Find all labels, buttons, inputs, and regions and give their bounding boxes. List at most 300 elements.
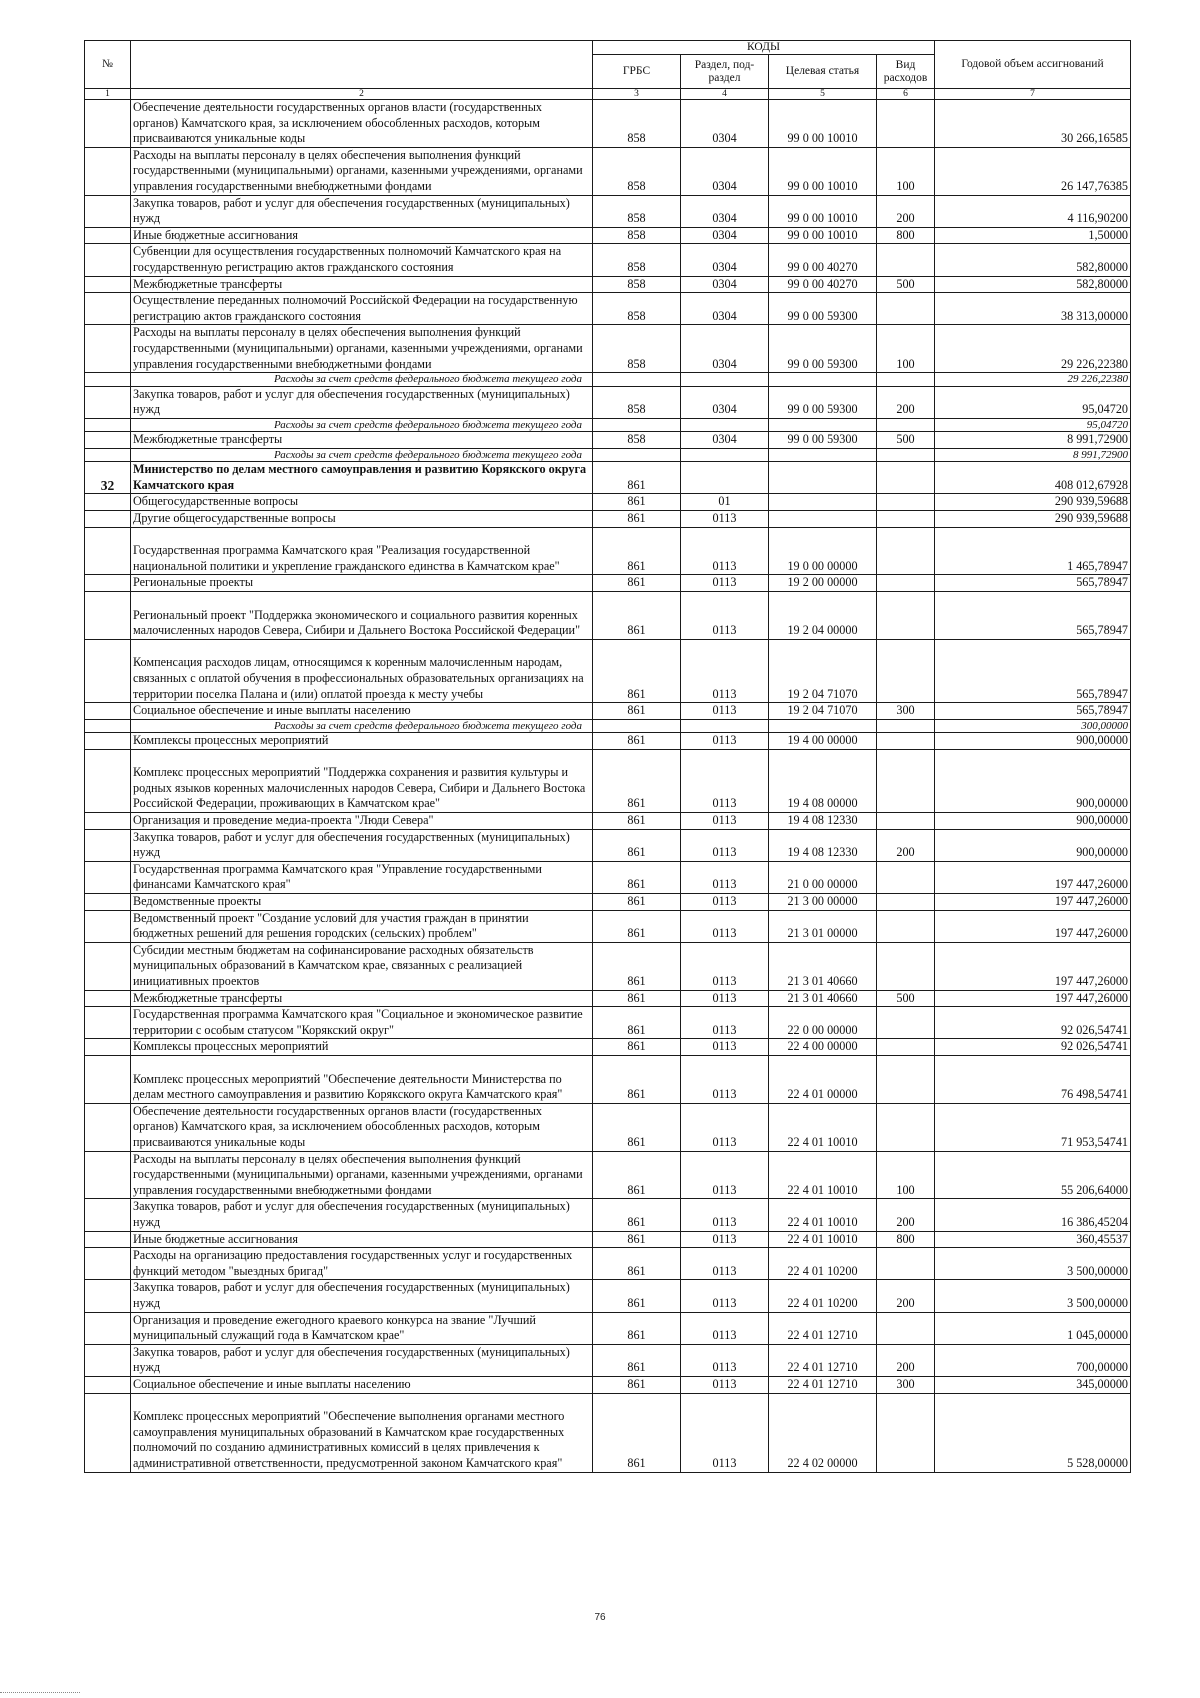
table-row	[85, 639, 1131, 702]
budget-table	[84, 40, 1131, 1473]
row-expense-type: 200	[877, 195, 935, 227]
table-row	[85, 1199, 1131, 1231]
row-grbs: 861	[593, 1151, 681, 1199]
row-section: 0113	[681, 1376, 769, 1393]
table-row	[85, 813, 1131, 830]
row-grbs: 858	[593, 227, 681, 244]
row-target-article: 21 3 01 40660	[769, 990, 877, 1007]
row-expense-type	[877, 100, 935, 148]
row-expense-type	[877, 1103, 935, 1151]
row-grbs: 861	[593, 1199, 681, 1231]
row-name: Социальное обеспечение и иные выплаты населению	[131, 703, 593, 720]
row-name: Социальное обеспечение и иные выплаты населению	[131, 1376, 593, 1393]
row-number	[85, 195, 131, 227]
row-grbs: 861	[593, 861, 681, 893]
row-section	[681, 418, 769, 431]
table-row	[85, 325, 1131, 373]
budget-sheet	[84, 40, 1130, 1473]
row-annual-volume: 565,78947	[935, 575, 1131, 592]
column-numbers-row	[85, 89, 1131, 100]
row-section: 0113	[681, 749, 769, 812]
row-annual-volume: 4 116,90200	[935, 195, 1131, 227]
row-grbs: 861	[593, 1056, 681, 1104]
row-name: Комплексы процессных мероприятий	[131, 733, 593, 750]
row-name: Обеспечение деятельности государственных органов власти (государственных органов) Камчатского края, за исключением обособленных расходов, которым присваиваются уникальные коды	[131, 1103, 593, 1151]
row-section: 0113	[681, 1007, 769, 1039]
federal-subtotal-row	[85, 373, 1131, 386]
row-name: Ведомственные проекты	[131, 894, 593, 911]
table-row	[85, 910, 1131, 942]
row-grbs: 861	[593, 591, 681, 639]
row-number	[85, 1393, 131, 1472]
row-target-article: 19 2 04 71070	[769, 703, 877, 720]
row-annual-volume: 8 991,72900	[935, 448, 1131, 461]
row-target-article	[769, 418, 877, 431]
row-number: 32	[85, 462, 131, 494]
row-name: Государственная программа Камчатского края "Управление государственными финансами Камчатского края"	[131, 861, 593, 893]
row-section: 0113	[681, 1312, 769, 1344]
row-expense-type	[877, 575, 935, 592]
column-number: 4	[681, 89, 769, 100]
header-codes: КОДЫ	[593, 41, 935, 55]
table-row	[85, 386, 1131, 418]
row-expense-type: 100	[877, 147, 935, 195]
table-row	[85, 1344, 1131, 1376]
row-target-article: 99 0 00 40270	[769, 276, 877, 293]
row-name: Закупка товаров, работ и услуг для обеспечения государственных (муниципальных) нужд	[131, 386, 593, 418]
row-name: Региональный проект "Поддержка экономического и социального развития коренных малочисленных народов Севера, Сибири и Дальнего Востока Российской Федерации"	[131, 591, 593, 639]
table-row	[85, 1376, 1131, 1393]
table-row	[85, 147, 1131, 195]
row-annual-volume: 3 500,00000	[935, 1248, 1131, 1280]
row-section: 0113	[681, 639, 769, 702]
table-row	[85, 1280, 1131, 1312]
column-number: 3	[593, 89, 681, 100]
row-name: Общегосударственные вопросы	[131, 494, 593, 511]
table-row	[85, 1393, 1131, 1472]
row-section: 0113	[681, 910, 769, 942]
row-section: 0113	[681, 813, 769, 830]
row-section: 0113	[681, 703, 769, 720]
row-expense-type	[877, 749, 935, 812]
row-target-article	[769, 510, 877, 527]
row-annual-volume: 8 991,72900	[935, 432, 1131, 449]
row-annual-volume: 197 447,26000	[935, 942, 1131, 990]
row-target-article	[769, 494, 877, 511]
row-expense-type: 200	[877, 386, 935, 418]
table-row	[85, 527, 1131, 575]
row-number	[85, 386, 131, 418]
table-row	[85, 1248, 1131, 1280]
row-name: Расходы за счет средств федерального бюджета текущего года	[131, 719, 593, 732]
scan-edge-mark	[0, 1692, 80, 1694]
row-annual-volume: 345,00000	[935, 1376, 1131, 1393]
row-grbs: 861	[593, 639, 681, 702]
row-section: 0113	[681, 1103, 769, 1151]
row-expense-type: 300	[877, 1376, 935, 1393]
table-row	[85, 1103, 1131, 1151]
row-number	[85, 1344, 131, 1376]
row-expense-type	[877, 1312, 935, 1344]
row-expense-type	[877, 894, 935, 911]
row-target-article: 22 4 00 00000	[769, 1039, 877, 1056]
row-number	[85, 276, 131, 293]
column-number: 7	[935, 89, 1131, 100]
table-row	[85, 227, 1131, 244]
row-section: 0304	[681, 244, 769, 276]
row-target-article: 22 4 01 10010	[769, 1199, 877, 1231]
table-row	[85, 100, 1131, 148]
row-expense-type	[877, 733, 935, 750]
header-target-article: Целевая статья	[769, 55, 877, 89]
row-target-article: 22 4 01 10200	[769, 1280, 877, 1312]
row-grbs: 858	[593, 195, 681, 227]
row-grbs: 861	[593, 1312, 681, 1344]
row-expense-type	[877, 1039, 935, 1056]
row-target-article: 22 4 01 10010	[769, 1231, 877, 1248]
row-name: Межбюджетные трансферты	[131, 432, 593, 449]
row-expense-type: 500	[877, 990, 935, 1007]
row-name: Ведомственный проект "Создание условий для участия граждан в принятии бюджетных решений для решения городских (сельских) проблем"	[131, 910, 593, 942]
row-grbs: 861	[593, 894, 681, 911]
row-expense-type: 100	[877, 1151, 935, 1199]
row-target-article: 22 0 00 00000	[769, 1007, 877, 1039]
row-annual-volume: 900,00000	[935, 733, 1131, 750]
row-expense-type: 800	[877, 227, 935, 244]
row-target-article	[769, 719, 877, 732]
row-name: Расходы на выплаты персоналу в целях обеспечения выполнения функций государственными (муниципальными) органами, казенными учреждениями, органами управления государственными внебюджетными фондами	[131, 147, 593, 195]
table-row	[85, 591, 1131, 639]
row-target-article: 22 4 01 10010	[769, 1103, 877, 1151]
row-name: Иные бюджетные ассигнования	[131, 1231, 593, 1248]
row-grbs: 861	[593, 1248, 681, 1280]
row-section: 0113	[681, 1039, 769, 1056]
row-annual-volume: 95,04720	[935, 418, 1131, 431]
row-grbs: 858	[593, 276, 681, 293]
row-grbs: 861	[593, 1103, 681, 1151]
header-annual-volume: Годовой объем ассигнований	[935, 41, 1131, 89]
row-name: Государственная программа Камчатского края "Реализация государственной национальной политики и укрепление гражданского единства в Камчатском крае"	[131, 527, 593, 575]
row-name: Расходы за счет средств федерального бюджета текущего года	[131, 418, 593, 431]
row-annual-volume: 95,04720	[935, 386, 1131, 418]
row-number	[85, 733, 131, 750]
row-grbs: 861	[593, 510, 681, 527]
table-row	[85, 510, 1131, 527]
row-annual-volume: 290 939,59688	[935, 494, 1131, 511]
row-target-article: 19 2 00 00000	[769, 575, 877, 592]
row-expense-type: 200	[877, 1344, 935, 1376]
row-number	[85, 147, 131, 195]
row-annual-volume: 197 447,26000	[935, 894, 1131, 911]
row-section: 0113	[681, 575, 769, 592]
table-row	[85, 1007, 1131, 1039]
header-expense-type: Вид расходов	[877, 55, 935, 89]
row-target-article: 19 4 08 12330	[769, 813, 877, 830]
table-row	[85, 1312, 1131, 1344]
row-section: 0113	[681, 1056, 769, 1104]
row-section: 0304	[681, 386, 769, 418]
row-name: Осуществление переданных полномочий Российской Федерации на государственную регистрацию актов гражданского состояния	[131, 293, 593, 325]
row-name: Организация и проведение медиа-проекта "Люди Севера"	[131, 813, 593, 830]
table-row	[85, 861, 1131, 893]
row-section: 0113	[681, 861, 769, 893]
row-target-article: 99 0 00 59300	[769, 386, 877, 418]
row-grbs: 858	[593, 432, 681, 449]
row-section: 0113	[681, 1393, 769, 1472]
header-section: Раздел, под-раздел	[681, 55, 769, 89]
row-target-article	[769, 448, 877, 461]
row-number	[85, 373, 131, 386]
row-grbs: 858	[593, 386, 681, 418]
row-number	[85, 1376, 131, 1393]
row-expense-type	[877, 1393, 935, 1472]
row-section: 0113	[681, 1248, 769, 1280]
table-row	[85, 195, 1131, 227]
row-number	[85, 1007, 131, 1039]
row-expense-type	[877, 293, 935, 325]
row-expense-type	[877, 462, 935, 494]
table-row	[85, 575, 1131, 592]
row-section: 0304	[681, 325, 769, 373]
row-section: 0304	[681, 147, 769, 195]
row-number	[85, 639, 131, 702]
row-annual-volume: 1,50000	[935, 227, 1131, 244]
row-number	[85, 990, 131, 1007]
row-target-article: 99 0 00 10010	[769, 227, 877, 244]
row-name: Расходы на организацию предоставления государственных услуг и государственных функций методом "выездных бригад"	[131, 1248, 593, 1280]
row-number	[85, 293, 131, 325]
row-section: 0304	[681, 100, 769, 148]
table-row	[85, 244, 1131, 276]
row-annual-volume: 29 226,22380	[935, 373, 1131, 386]
row-name: Региональные проекты	[131, 575, 593, 592]
row-annual-volume: 55 206,64000	[935, 1151, 1131, 1199]
row-annual-volume: 92 026,54741	[935, 1039, 1131, 1056]
row-grbs: 861	[593, 703, 681, 720]
row-annual-volume: 197 447,26000	[935, 910, 1131, 942]
row-grbs: 861	[593, 1039, 681, 1056]
row-expense-type	[877, 1056, 935, 1104]
row-target-article: 22 4 02 00000	[769, 1393, 877, 1472]
row-section: 0113	[681, 829, 769, 861]
row-expense-type: 200	[877, 1280, 935, 1312]
row-expense-type	[877, 639, 935, 702]
row-expense-type: 200	[877, 829, 935, 861]
row-section: 0113	[681, 1231, 769, 1248]
row-name: Иные бюджетные ассигнования	[131, 227, 593, 244]
row-name: Межбюджетные трансферты	[131, 276, 593, 293]
row-name: Другие общегосударственные вопросы	[131, 510, 593, 527]
row-grbs: 858	[593, 325, 681, 373]
table-row	[85, 1039, 1131, 1056]
row-expense-type	[877, 942, 935, 990]
row-section: 0113	[681, 942, 769, 990]
column-number: 5	[769, 89, 877, 100]
row-name: Расходы на выплаты персоналу в целях обеспечения выполнения функций государственными (муниципальными) органами, казенными учреждениями, органами управления государственными внебюджетными фондами	[131, 1151, 593, 1199]
row-annual-volume: 1 045,00000	[935, 1312, 1131, 1344]
row-annual-volume: 900,00000	[935, 813, 1131, 830]
table-row	[85, 1151, 1131, 1199]
row-name: Компенсация расходов лицам, относящимся к коренным малочисленным народам, связанных с оплатой обучения в профессиональных образовательных организациях на территории поселка Палана и (или) оплатой проезда к месту учебы	[131, 639, 593, 702]
page-number: 76	[594, 1612, 606, 1623]
row-grbs	[593, 418, 681, 431]
row-target-article: 22 4 01 12710	[769, 1376, 877, 1393]
row-expense-type	[877, 244, 935, 276]
row-number	[85, 1231, 131, 1248]
row-target-article: 19 0 00 00000	[769, 527, 877, 575]
row-section: 0113	[681, 527, 769, 575]
row-annual-volume: 5 528,00000	[935, 1393, 1131, 1472]
row-target-article: 22 4 01 12710	[769, 1344, 877, 1376]
row-name: Закупка товаров, работ и услуг для обеспечения государственных (муниципальных) нужд	[131, 1199, 593, 1231]
row-number	[85, 325, 131, 373]
row-number	[85, 910, 131, 942]
row-expense-type	[877, 719, 935, 732]
column-number: 6	[877, 89, 935, 100]
row-expense-type	[877, 527, 935, 575]
row-name: Обеспечение деятельности государственных органов власти (государственных органов) Камчатского края, за исключением обособленных расходов, которым присваиваются уникальные коды	[131, 100, 593, 148]
row-annual-volume: 16 386,45204	[935, 1199, 1131, 1231]
row-number	[85, 861, 131, 893]
row-grbs: 861	[593, 1376, 681, 1393]
row-number	[85, 527, 131, 575]
table-row	[85, 462, 1131, 494]
row-grbs	[593, 448, 681, 461]
row-number	[85, 1280, 131, 1312]
row-grbs: 861	[593, 942, 681, 990]
row-number	[85, 591, 131, 639]
row-number	[85, 494, 131, 511]
row-grbs	[593, 719, 681, 732]
header-grbs: ГРБС	[593, 55, 681, 89]
row-annual-volume: 900,00000	[935, 829, 1131, 861]
row-target-article: 21 3 01 00000	[769, 910, 877, 942]
table-row	[85, 1056, 1131, 1104]
row-number	[85, 829, 131, 861]
row-grbs: 861	[593, 575, 681, 592]
row-name: Комплекс процессных мероприятий "Поддержка сохранения и развития культуры и родных языков коренных малочисленных народов Севера, Сибири и Дальнего Востока Российской Федерации, проживающих в Камчатском крае"	[131, 749, 593, 812]
row-expense-type	[877, 448, 935, 461]
row-number	[85, 1039, 131, 1056]
row-section: 0113	[681, 510, 769, 527]
row-annual-volume: 197 447,26000	[935, 990, 1131, 1007]
row-name: Расходы за счет средств федерального бюджета текущего года	[131, 373, 593, 386]
table-row	[85, 894, 1131, 911]
row-target-article: 99 0 00 10010	[769, 100, 877, 148]
row-target-article: 19 4 00 00000	[769, 733, 877, 750]
row-name: Субсидии местным бюджетам на софинансирование расходных обязательств муниципальных образований в Камчатском крае, связанных с реализацией инициативных проектов	[131, 942, 593, 990]
row-number	[85, 894, 131, 911]
row-number	[85, 1248, 131, 1280]
row-expense-type: 500	[877, 432, 935, 449]
row-name: Комплекс процессных мероприятий "Обеспечение выполнения органами местного самоуправления муниципальных образований в Камчатском крае государственных полномочий по созданию административных комиссий в целях привлечения к административной ответственности, предусмотренной законом Камчатского края"	[131, 1393, 593, 1472]
row-section: 0304	[681, 227, 769, 244]
row-target-article: 99 0 00 59300	[769, 432, 877, 449]
header-name	[131, 41, 593, 89]
row-section: 0304	[681, 293, 769, 325]
row-annual-volume: 700,00000	[935, 1344, 1131, 1376]
federal-subtotal-row	[85, 418, 1131, 431]
row-grbs: 861	[593, 813, 681, 830]
federal-subtotal-row	[85, 448, 1131, 461]
table-header	[85, 41, 1131, 100]
row-name: Субвенции для осуществления государственных полномочий Камчатского края на государственную регистрацию актов гражданского состояния	[131, 244, 593, 276]
table-row	[85, 703, 1131, 720]
row-section	[681, 462, 769, 494]
row-grbs: 861	[593, 1344, 681, 1376]
row-section	[681, 719, 769, 732]
row-number	[85, 749, 131, 812]
row-section: 01	[681, 494, 769, 511]
row-expense-type	[877, 1007, 935, 1039]
row-annual-volume: 26 147,76385	[935, 147, 1131, 195]
table-row	[85, 749, 1131, 812]
row-target-article: 22 4 01 10010	[769, 1151, 877, 1199]
row-target-article: 22 4 01 12710	[769, 1312, 877, 1344]
row-name: Закупка товаров, работ и услуг для обеспечения государственных (муниципальных) нужд	[131, 1344, 593, 1376]
row-grbs: 861	[593, 749, 681, 812]
row-name: Закупка товаров, работ и услуг для обеспечения государственных (муниципальных) нужд	[131, 829, 593, 861]
row-annual-volume: 197 447,26000	[935, 861, 1131, 893]
row-section	[681, 373, 769, 386]
table-row	[85, 942, 1131, 990]
row-annual-volume: 76 498,54741	[935, 1056, 1131, 1104]
row-expense-type	[877, 494, 935, 511]
row-grbs: 861	[593, 527, 681, 575]
row-annual-volume: 29 226,22380	[935, 325, 1131, 373]
row-target-article: 99 0 00 10010	[769, 195, 877, 227]
row-grbs: 861	[593, 462, 681, 494]
row-section: 0113	[681, 990, 769, 1007]
row-grbs: 858	[593, 293, 681, 325]
table-row	[85, 276, 1131, 293]
row-grbs: 861	[593, 990, 681, 1007]
row-expense-type	[877, 861, 935, 893]
row-number	[85, 510, 131, 527]
row-annual-volume: 92 026,54741	[935, 1007, 1131, 1039]
row-section: 0304	[681, 276, 769, 293]
table-row	[85, 733, 1131, 750]
column-number: 1	[85, 89, 131, 100]
row-number	[85, 813, 131, 830]
row-number	[85, 1056, 131, 1104]
row-expense-type: 200	[877, 1199, 935, 1231]
row-annual-volume: 290 939,59688	[935, 510, 1131, 527]
row-annual-volume: 38 313,00000	[935, 293, 1131, 325]
row-number	[85, 227, 131, 244]
row-number	[85, 703, 131, 720]
row-annual-volume: 900,00000	[935, 749, 1131, 812]
row-target-article: 22 4 01 10200	[769, 1248, 877, 1280]
column-number: 2	[131, 89, 593, 100]
row-name: Расходы за счет средств федерального бюджета текущего года	[131, 448, 593, 461]
row-grbs: 861	[593, 1393, 681, 1472]
table-body	[85, 100, 1131, 1473]
row-section: 0113	[681, 591, 769, 639]
row-grbs: 861	[593, 910, 681, 942]
row-target-article: 99 0 00 40270	[769, 244, 877, 276]
header-number: №	[85, 41, 131, 89]
row-target-article: 21 3 00 00000	[769, 894, 877, 911]
row-name: Организация и проведение ежегодного краевого конкурса на звание "Лучший муниципальный служащий года в Камчатском крае"	[131, 1312, 593, 1344]
row-target-article: 19 2 04 00000	[769, 591, 877, 639]
row-annual-volume: 30 266,16585	[935, 100, 1131, 148]
row-target-article: 19 4 08 12330	[769, 829, 877, 861]
row-grbs: 861	[593, 494, 681, 511]
row-section: 0113	[681, 1151, 769, 1199]
row-section: 0113	[681, 894, 769, 911]
row-number	[85, 100, 131, 148]
